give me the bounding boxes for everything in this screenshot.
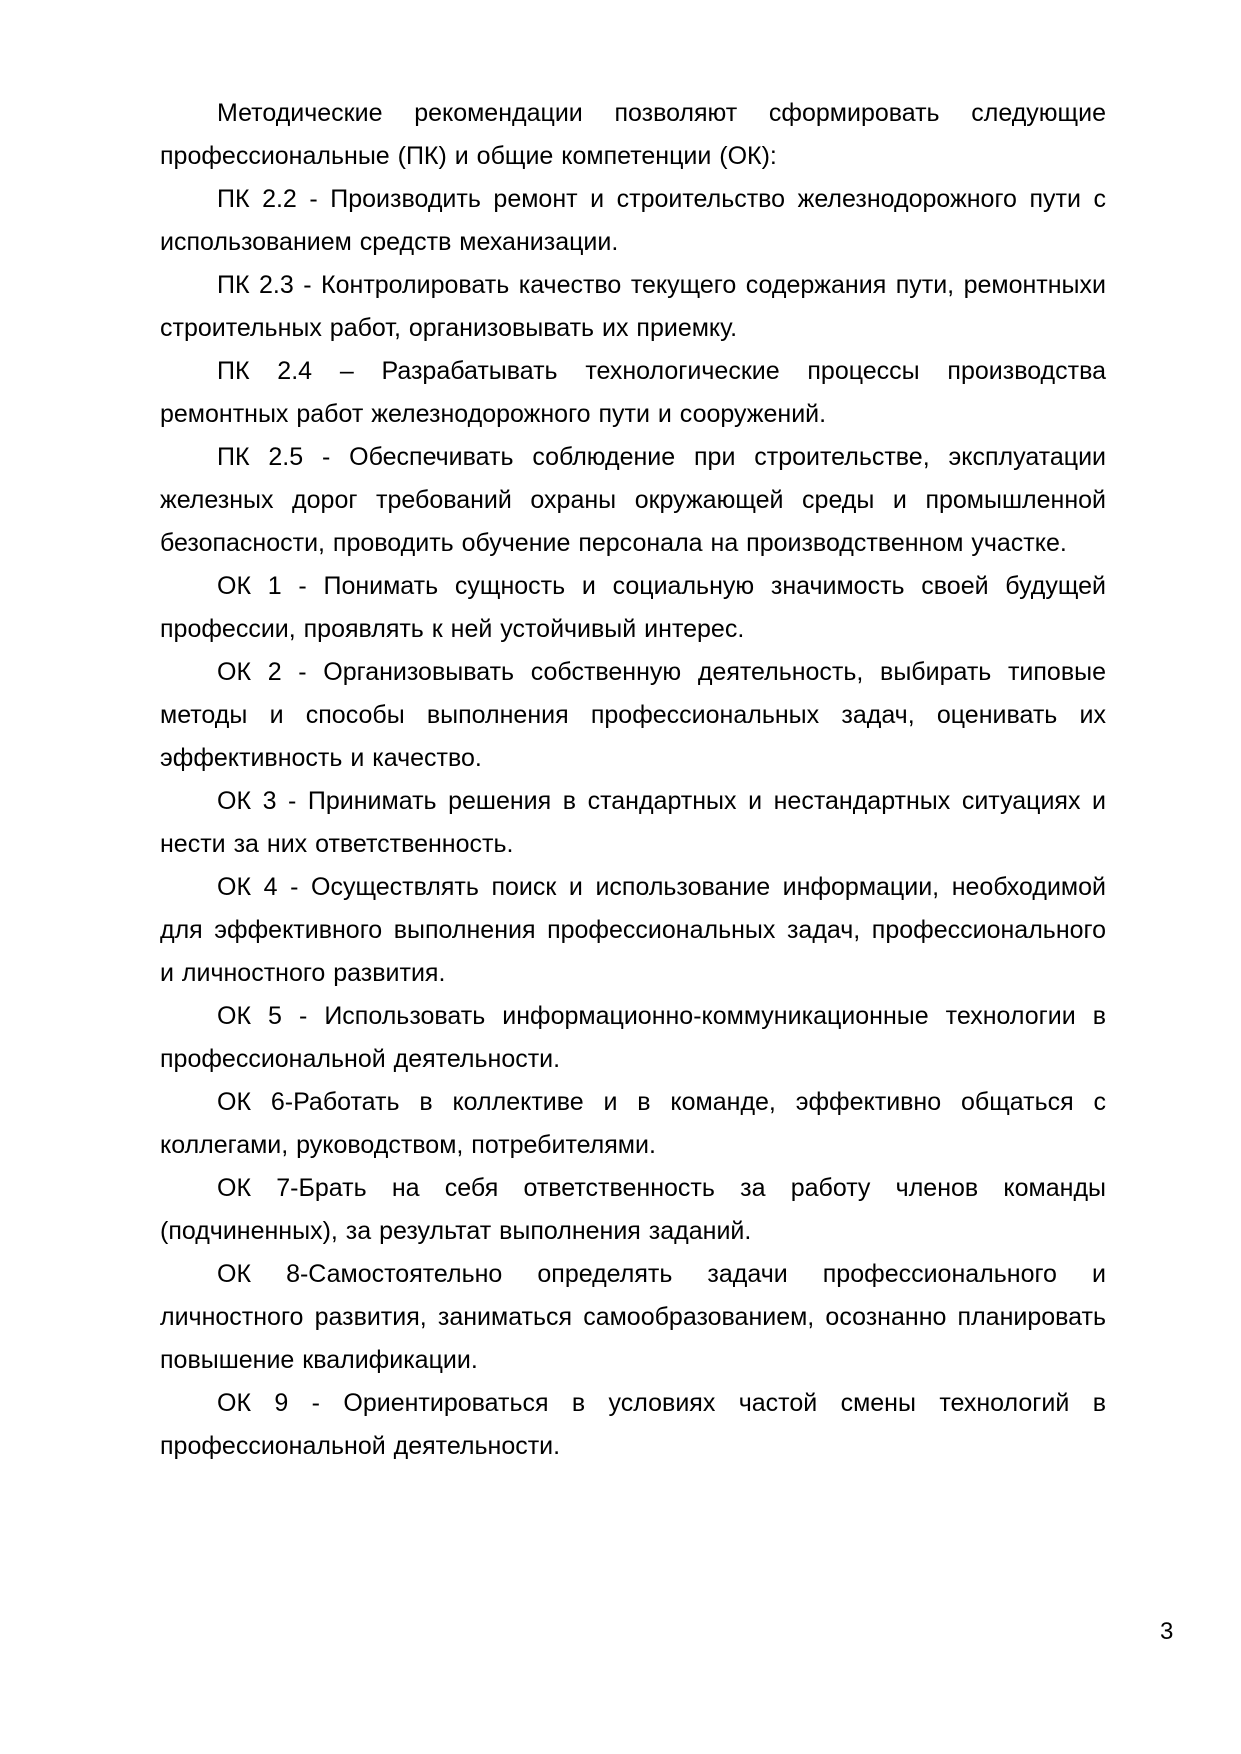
paragraph-pk-2-3: ПК 2.3 - Контролировать качество текущего содержания пути, ремонтныхи строительных работ, организовывать их приемку. (160, 271, 1106, 342)
paragraph-ok-5: ОК 5 - Использовать информационно-коммуникационные технологии в профессиональной деятельности. (160, 1002, 1106, 1073)
paragraph-pk-2-4: ПК 2.4 – Разрабатывать технологические процессы производства ремонтных работ железнодорожного пути и сооружений. (160, 357, 1106, 428)
paragraph-intro: Методические рекомендации позволяют сформировать следующие профессиональные (ПК) и общие компетенции (ОК): (160, 99, 1106, 170)
paragraph-ok-2: ОК 2 - Организовывать собственную деятельность, выбирать типовые методы и способы выполнения профессиональных задач, оценивать их эффективность и качество. (160, 658, 1106, 772)
page-number: 3 (1160, 1618, 1174, 1645)
paragraph-ok-8: ОК 8-Самостоятельно определять задачи профессионального и личностного развития, заниматься самообразованием, осознанно планировать повышение квалификации. (160, 1260, 1106, 1374)
paragraph-ok-3: ОК 3 - Принимать решения в стандартных и нестандартных ситуациях и нести за них ответственность. (160, 787, 1106, 858)
paragraph-ok-9: ОК 9 - Ориентироваться в условиях частой смены технологий в профессиональной деятельности. (160, 1389, 1106, 1460)
paragraph-ok-4: ОК 4 - Осуществлять поиск и использование информации, необходимой для эффективного выполнения профессиональных задач, профессионального и личностного развития. (160, 873, 1106, 987)
paragraph-pk-2-2: ПК 2.2 - Производить ремонт и строительство железнодорожного пути с использованием средств механизации. (160, 185, 1106, 256)
paragraph-ok-6: ОК 6-Работать в коллективе и в команде, эффективно общаться с коллегами, руководством, потребителями. (160, 1088, 1106, 1159)
paragraph-pk-2-5: ПК 2.5 - Обеспечивать соблюдение при строительстве, эксплуатации железных дорог требований охраны окружающей среды и промышленной безопасности, проводить обучение персонала на производственном участке. (160, 443, 1106, 557)
document-body (160, 92, 1106, 1468)
paragraph-ok-7: ОК 7-Брать на себя ответственность за работу членов команды (подчиненных), за результат выполнения заданий. (160, 1174, 1106, 1245)
paragraph-ok-1: ОК 1 - Понимать сущность и социальную значимость своей будущей профессии, проявлять к ней устойчивый интерес. (160, 572, 1106, 643)
